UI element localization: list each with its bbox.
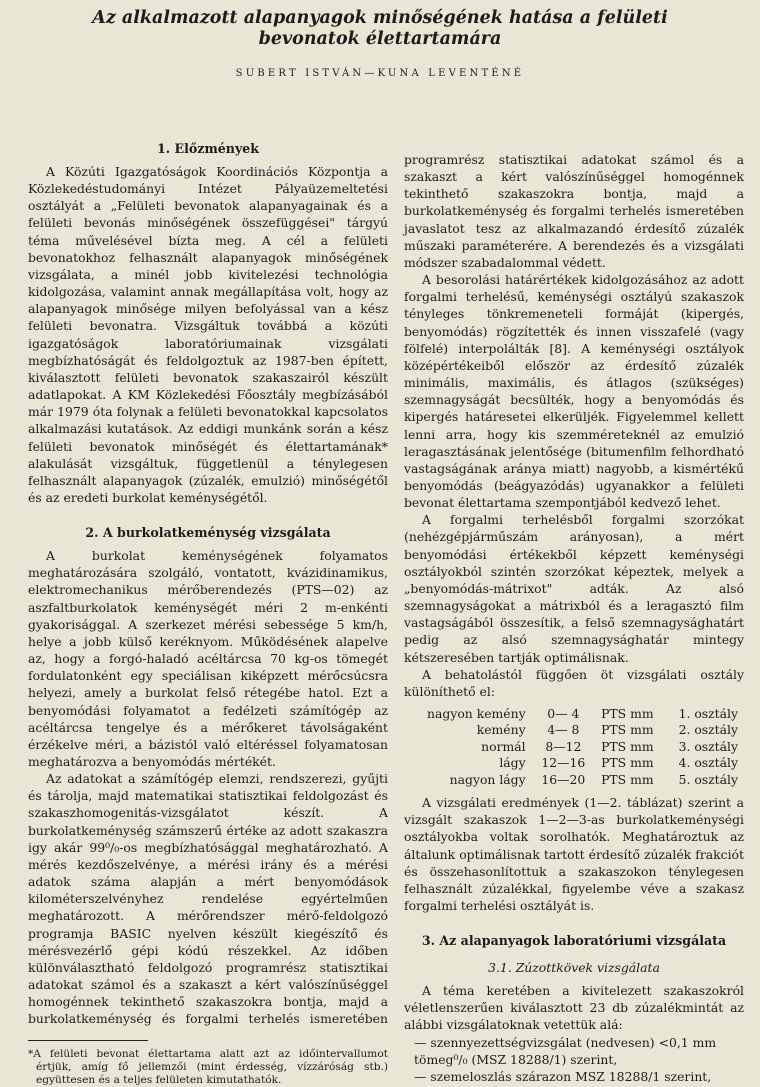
section2-paragraph-1: A burkolat keménységének folyamatos meghatározására szolgáló, vontatott, kvázidinamikus, elektromechanikus mérőberendezés (PTS—02) az aszfaltburkolatok keménységét méri 2 m-enkénti gyakorisággal. A szerkezet mérési sebessége 5 km/h, helye a jobb külső keréknyom. Működésének alapelve az, hogy a forgó-haladó acéltárcsa 70 kg-os tömegét fordulatonként egy speciálisan kiképzett mérőcsúcsra helyezi, amely a burkolat felső rétegébe hatol. Ezt a benyomódási folyamatot a fedélzeti számítógép az acéltárcsa tengelye és a mérőkeret távolságaként érzékelve méri, a bázistól való eltéréssel folyamatosan meghatározva a benyomódás mértékét. [28, 548, 388, 769]
section2-paragraph-6: A vizsgálati eredmények (1—2. táblázat) szerint a vizsgált szakaszok 1—2—3-as burkolatkeménységi osztályokba voltak sorolhatók. Meghatároztuk az általunk optimálisnak tartott érdesítő zúzalék frakciót és összehasonlítottuk a szakaszokon ténylegesen felhasznált zúzalékkal, figyelembe véve a szakasz forgalmi terhelési osztályát is. [404, 795, 744, 913]
authors: SUBERT ISTVÁN—KUNA LEVENTÉNÉ [235, 68, 525, 79]
class-range: 0— 4 [547, 706, 580, 721]
section2-paragraph-2-continued: programrész statisztikai adatokat számol és a szakaszt a kért valószínűséggel homogénnek tekinthető szakaszokra bontja, majd a burkolatkeménység és forgalmi terhelés ismeretében javaslatot tesz az alkalmazandó érdesítő zúzalék műszaki paraméterére. A berendezés és a vizsgálati módszer szabadalommal védett. [404, 152, 744, 270]
class-row [414, 755, 744, 771]
class-unit: PTS mm [601, 738, 654, 754]
class-name: normál [481, 738, 526, 754]
class-cls: 2. osztály [678, 722, 738, 738]
class-unit: PTS mm [601, 706, 654, 721]
class-name: nagyon lágy [449, 771, 526, 787]
section1-paragraph: A Közúti Igazgatóságok Koordinációs Központja a Közlekedéstudományi Intézet Pályaüzemeltetési osztályát a „Felületi bevonatok alapanyagainak és a felületi bevonás minőségének összefüggései" tárgyú téma művelésével bízta meg. A cél a felületi bevonatokhoz felhasznált alapanyagok minőségének vizsgálata, a minél jobb kivitelezési technológia kidolgozása, valamint annak megállapítása volt, hogy az alapanyagok minősége milyen befolyással van a kész felületi bevonatra. Vizsgáltuk továbbá a közúti igazgatóságok laboratóriumainak vizsgálati megbízhatóságát és feldolgoztuk az 1987-ben épített, kiválasztott felületi bevonatok szakaszairól készült adatlapokat. A KM Közlekedési Főosztály megbízásából már 1979 óta folynak a felületi bevonatokkal kapcsolatos alkalmazási kutatások. Az eddigi munkánk során a kész felületi bevonatok minőségét és élettartamának* alakulását vizsgáltuk, függetlenül a ténylegesen felhasznált alapanyagok (zúzalék, emulzió) minőségétől és az eredeti burkolat keménységétől. [28, 164, 388, 505]
section3-1-heading: 3.1. Zúzottkövek vizsgálata [488, 960, 660, 976]
test-list [404, 1034, 744, 1085]
class-row [414, 706, 744, 722]
class-row [414, 722, 744, 738]
class-name: kemény [476, 722, 526, 738]
section3-paragraph-1: A téma keretében a kivitelezett szakaszokról véletlenszerűen kiválasztott 23 db zúzalékmintát az alábbi vizsgálatoknak vetettük alá: [404, 983, 744, 1033]
section2-paragraph-3: A besorolási határértékek kidolgozásához az adott forgalmi terhelésű, keménységi osztályú szakaszok tényleges tönkremeneteli formáját (kipergés, benyomódás) rögzítették és innen visszafelé (vagy fölfelé) interpolálták [8]. A keménységi osztályok középértékeiből először az érdesítő zúzalék minimális, maximális, és átlagos (szükséges) szemnagyságát becsülték, hogy a benyomódás és kipergés határesetei elkerüljék. Figyelemmel kellett lenni arra, hogy kis szemméreteknél az emulzió leragasztásának jelentősége (bitumenfilm felhordható vastagságának aránya miatt) nagyobb, a kismértékű benyomódás (beágyazódás) ugyanakkor a felületi bevonat élettartama szempontjából kedvező lehet. [404, 272, 744, 511]
class-range: 12—16 [541, 755, 586, 771]
class-row [414, 772, 744, 788]
right-column [404, 151, 744, 1085]
class-cls: 1. osztály [678, 706, 738, 721]
list-item: — szennyezettségvizsgálat (nedvesen) <0,1 mm tömeg⁰/₀ (MSZ 18288/1) szerint, [414, 1034, 717, 1067]
class-cls: 3. osztály [678, 738, 738, 754]
class-row [414, 739, 744, 755]
hardness-class-table [414, 706, 744, 788]
section2-paragraph-4: A forgalmi terhelésből forgalmi szorzókat (nehézgépjárműszám arányosan), a mért benyomódási értékekből képzett keménységi osztályokból szintén szorzókat képeztek, melyek a „benyomódás-mátrixot" adták. Az alsó szemnagyságokat a mátrixból és a leragasztó film vastagságából összesítik, a felső szemnagysághatárt pedig az alsó szemnagysághatár mintegy kétszeresében tartják optimálisnak. [404, 512, 744, 665]
class-unit: PTS mm [601, 771, 654, 787]
class-range: 8—12 [545, 738, 582, 754]
section2-heading: 2. A burkolatkeménység vizsgálata [85, 525, 331, 541]
class-range: 4— 8 [547, 722, 580, 738]
footnote-rule [28, 1040, 148, 1041]
section2-paragraph-5: A behatolástól függően öt vizsgálati osztály különíthető el: [404, 666, 744, 699]
class-name: nagyon kemény [427, 706, 526, 721]
section3-heading: 3. Az alapanyagok laboratóriumi vizsgálata [421, 933, 727, 949]
section1-heading: 1. Előzmények [156, 141, 260, 156]
footnote: *A felületi bevonat élettartama alatt azt az időintervallumot értjük, amíg fő jellemzői (mint érdesség, vízzáróság stb.) együttesen és a teljes felületen kimutathatók. [28, 1048, 388, 1087]
left-column [28, 140, 388, 1087]
class-range: 16—20 [541, 771, 586, 787]
class-cls: 5. osztály [678, 771, 738, 787]
class-unit: PTS mm [601, 722, 654, 738]
list-item: — szemeloszlás szárazon MSZ 18288/1 szerint, [414, 1068, 712, 1084]
class-unit: PTS mm [601, 755, 654, 771]
section2-paragraph-2: Az adatokat a számítógép elemzi, rendszerezi, gyűjti és tárolja, majd matematikai statisztikai feldolgozást és szakaszhomogenitás-vizsgálatot készít. A burkolatkeménység számszerű értéke az adott szakaszra igy akár 99⁰/₀-os megbízhatósággal meghatározható. A mérés kezdőszelvénye, a mérési irány és a mérési adatok száma alapján a mért benyomódások kilométerszelvényhez rendelése egyértelműen meghatározott. A mérőrendszer mérő-feldolgozó programja BASIC nyelven készült kiegészítő és mérésvezérlő gépi kódú részekkel. Az időben különválasztható feldolgozó programrész statisztikai adatokat számol és a szakaszt a kért valószínűséggel homogénnek tekinthető szakaszokra bontja, majd a burkolatkeménység és forgalmi terhelés ismeretében [28, 771, 388, 1027]
article-title: Az alkalmazott alapanyagok minőségének hatása a felületi bevonatok élettartamára [92, 8, 668, 49]
class-cls: 4. osztály [678, 755, 738, 771]
class-name: lágy [499, 755, 526, 771]
